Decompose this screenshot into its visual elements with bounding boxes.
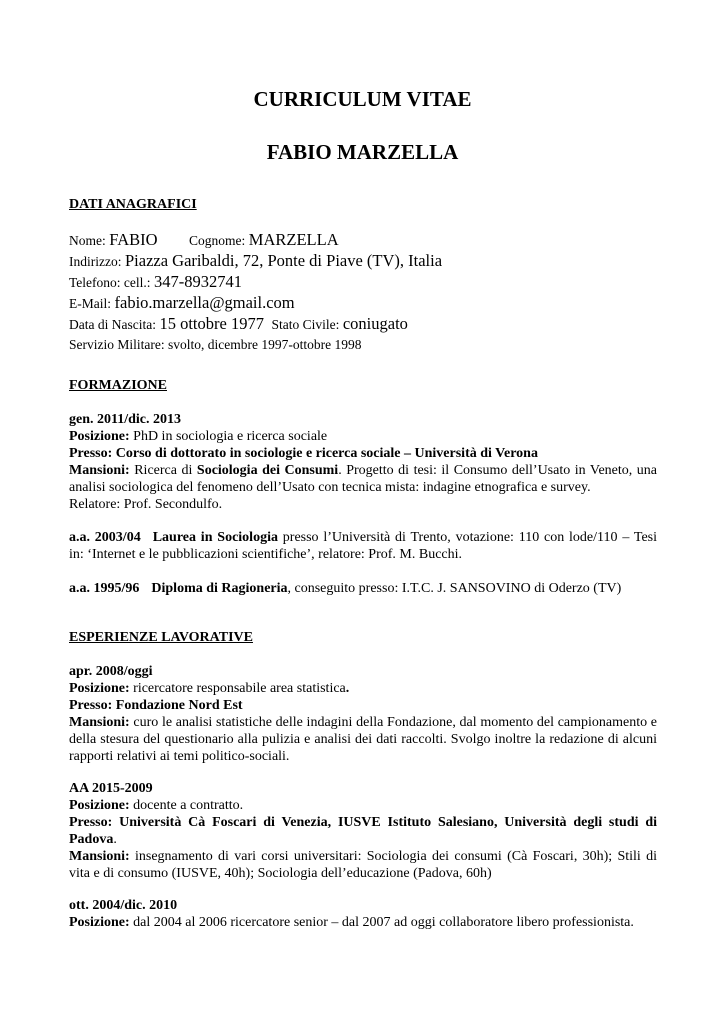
posizione-value: ricercatore responsabile area statistica xyxy=(133,681,346,696)
mansioni-text-cont: . Progetto di tesi: il Consumo dell’Usato in Veneto, una analisi sociologica del fenomeno dell’Usato con tecnica mista: indagine etnografica e survey. xyxy=(69,463,658,495)
entry-date: ott. 2004/dic. 2010 xyxy=(69,898,178,913)
entry-date: gen. 2011/dic. 2013 xyxy=(69,412,182,427)
email-row xyxy=(69,293,657,314)
diploma-title: Diploma di Ragioneria xyxy=(151,581,288,596)
formazione-laurea xyxy=(69,529,657,563)
email-label: E-Mail: xyxy=(69,296,111,311)
section-heading: ESPERIENZE LAVORATIVE xyxy=(69,630,253,645)
entry-presso xyxy=(69,814,657,848)
diploma-year: a.a. 1995/96 xyxy=(69,581,140,596)
posizione-value: dal 2004 al 2006 ricercatore senior – dal 2007 ad oggi collaboratore libero professionista. xyxy=(133,915,634,930)
entry-mansioni xyxy=(69,714,657,765)
nome-label: Nome: xyxy=(69,233,106,248)
mansioni-text: curo le analisi statistiche delle indagini della Fondazione, dal momento del campionamento e della stesura del questionario alla pulizia e analisi dei dati raccolti. Svolgo inoltre la redazione di alcuni rapporti relativi ai temi politico-sociali. xyxy=(69,715,658,764)
section-heading: DATI ANAGRAFICI xyxy=(69,197,197,212)
formazione-diploma xyxy=(69,580,657,597)
mansioni-label: Mansioni: xyxy=(69,715,130,730)
military-row: Servizio Militare: svolto, dicembre 1997-ottobre 1998 xyxy=(69,337,362,352)
section-formazione xyxy=(69,377,657,394)
cognome-value: MARZELLA xyxy=(248,230,339,249)
nome-value: FABIO xyxy=(109,230,158,249)
indirizzo-value: Piazza Garibaldi, 72, Ponte di Piave (TV), Italia xyxy=(124,251,443,270)
entry-presso: Presso: Corso di dottorato in sociologie e ricerca sociale – Università di Verona xyxy=(69,446,538,461)
person-name: FABIO MARZELLA xyxy=(266,140,459,164)
entry-relatore: Relatore: Prof. Secondulfo. xyxy=(69,497,223,512)
posizione-label: Posizione: xyxy=(69,915,130,930)
personal-details xyxy=(69,230,657,354)
presso-text: Presso: Università Cà Foscari di Venezia, IUSVE Istituto Salesiano, Università degli studi di Padova xyxy=(69,815,657,847)
entry-position xyxy=(69,797,657,814)
job-fondazione xyxy=(69,663,657,765)
name-row xyxy=(69,230,657,251)
posizione-value: PhD in sociologia e ricerca sociale xyxy=(133,429,328,444)
nascita-label: Data di Nascita: xyxy=(69,317,156,332)
page-title: CURRICULUM VITAE xyxy=(253,87,472,111)
entry-date: AA 2015-2009 xyxy=(69,781,153,796)
nascita-value: 15 ottobre 1977 xyxy=(159,314,264,333)
cognome-label: Cognome: xyxy=(189,233,246,248)
email-value[interactable]: fabio.marzella@gmail.com xyxy=(114,293,295,312)
posizione-label: Posizione: xyxy=(69,681,130,696)
section-esperienze xyxy=(69,629,657,646)
diploma-detail: , conseguito presso: I.T.C. J. SANSOVINO di Oderzo (TV) xyxy=(287,581,622,596)
entry-presso: Presso: Fondazione Nord Est xyxy=(69,698,243,713)
entry-position xyxy=(69,680,657,697)
entry-position xyxy=(69,914,657,931)
diploma-row xyxy=(69,580,657,597)
mansioni-label: Mansioni: xyxy=(69,849,130,864)
job-universita xyxy=(69,780,657,882)
posizione-value: docente a contratto. xyxy=(133,798,244,813)
civile-label: Stato Civile: xyxy=(271,317,340,332)
section-heading: FORMAZIONE xyxy=(69,378,167,393)
entry-date: apr. 2008/oggi xyxy=(69,664,153,679)
mansioni-text: insegnamento di vari corsi universitari: Sociologia dei consumi (Cà Foscari, 30h); Stili di vita e di consumo (IUSVE, 40h); Sociologia dell’educazione (Padova, 60h) xyxy=(69,849,658,881)
telefono-value: 347-8932741 xyxy=(154,272,243,291)
section-dati-anagrafici xyxy=(69,196,657,213)
birth-row xyxy=(69,314,657,335)
posizione-dot: . xyxy=(345,681,350,696)
laurea-year: a.a. 2003/04 xyxy=(69,530,141,545)
indirizzo-label: Indirizzo: xyxy=(69,254,122,269)
posizione-label: Posizione: xyxy=(69,429,130,444)
laurea-detail: presso l’Università di Trento, votazione: 110 con lode/110 – Tesi in: ‘Internet e le pubblicazioni scientifiche’, relatore: Prof. M. Bucchi. xyxy=(69,530,657,562)
job-ricercatore xyxy=(69,897,657,931)
laurea-row xyxy=(69,529,657,563)
entry-mansioni xyxy=(69,848,657,882)
entry-mansioni xyxy=(69,462,657,496)
address-row xyxy=(69,251,657,272)
formazione-phd xyxy=(69,411,657,513)
presso-dot: . xyxy=(113,832,117,847)
civile-value: coniugato xyxy=(342,314,408,333)
mansioni-bold: Sociologia dei Consumi xyxy=(196,463,339,478)
entry-position xyxy=(69,428,657,445)
mansioni-label: Mansioni: xyxy=(69,463,130,478)
mansioni-text: Ricerca di xyxy=(134,463,193,478)
phone-row xyxy=(69,272,657,293)
telefono-label: Telefono: cell.: xyxy=(69,275,151,290)
posizione-label: Posizione: xyxy=(69,798,130,813)
laurea-title: Laurea in Sociologia xyxy=(152,530,278,545)
